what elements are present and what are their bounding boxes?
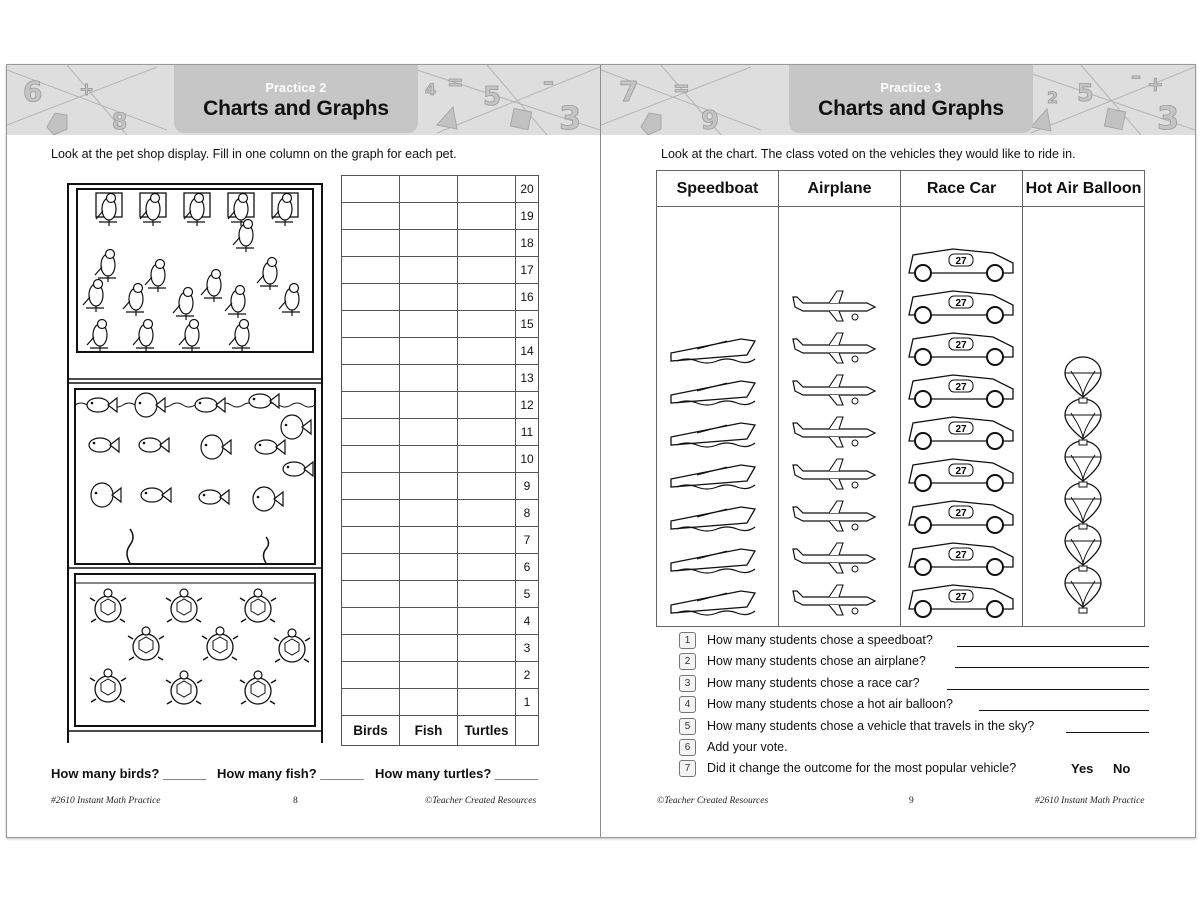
row-number: 13: [516, 365, 539, 392]
row-number: 16: [516, 284, 539, 311]
hot-air-balloon-icon: [1065, 525, 1101, 571]
bird-icon: [87, 320, 108, 353]
fish-icon: [91, 483, 121, 507]
bird-icon: [229, 320, 250, 353]
row-number: 19: [516, 203, 539, 230]
corner-number-2: 8: [112, 110, 128, 135]
graph-cell[interactable]: [342, 662, 400, 689]
question-7: 7 Did it change the outcome for the most popular vehicle? Yes No: [679, 760, 1179, 780]
row-number: 3: [516, 635, 539, 662]
fish-icon: [139, 438, 169, 452]
column-label-birds: Birds: [342, 716, 400, 746]
graph-cell[interactable]: [458, 230, 516, 257]
bird-icon: [133, 320, 154, 353]
question-number-badge: 6: [679, 739, 696, 756]
question-6: 6 Add your vote.: [679, 739, 1179, 759]
footer-left: ©Teacher Created Resources: [657, 796, 769, 806]
page-number: 9: [909, 796, 914, 806]
graph-cell[interactable]: [458, 527, 516, 554]
race-car-icon: [909, 375, 1013, 407]
page-title: Charts and Graphs: [818, 97, 1004, 120]
graph-cell[interactable]: [400, 311, 458, 338]
question-number-badge: 2: [679, 653, 696, 670]
header-band: [7, 65, 600, 135]
seaweed-icon: [127, 529, 133, 563]
bird-icon: [184, 194, 205, 227]
airplane-icon: [793, 417, 875, 447]
graph-cell[interactable]: [400, 203, 458, 230]
car-number: 27: [955, 466, 967, 477]
question-number-badge: 1: [679, 632, 696, 649]
row-number: 18: [516, 230, 539, 257]
graph-cell[interactable]: [400, 689, 458, 716]
graph-cell[interactable]: [342, 338, 400, 365]
corner-number-2: 9: [701, 106, 720, 135]
fish-icon: [253, 487, 283, 511]
car-number: 27: [955, 340, 967, 351]
turtle-icon: [240, 671, 276, 704]
speedboat-icon: [671, 465, 755, 489]
airplane-icon: [793, 585, 875, 615]
airplane-icon: [793, 375, 875, 405]
bird-icon: [140, 194, 161, 227]
car-number: 27: [955, 550, 967, 561]
pet-shop-display: [66, 183, 324, 743]
speedboat-icon: [671, 423, 755, 447]
race-car-icon: [909, 291, 1013, 323]
graph-cell[interactable]: [458, 554, 516, 581]
header-hot-air-balloon: Hot Air Balloon: [1023, 171, 1145, 207]
airplane-icon: [793, 459, 875, 489]
question-3: 3 How many students chose a race car?: [679, 675, 1179, 695]
graph-cell[interactable]: [458, 392, 516, 419]
turtle-icon: [128, 627, 164, 660]
question-1: 1 How many students chose a speedboat?: [679, 632, 1179, 652]
speedboat-icon: [671, 339, 755, 363]
graph-cell[interactable]: [342, 365, 400, 392]
graph-cell[interactable]: [400, 284, 458, 311]
fish-icon: [141, 488, 171, 502]
car-number: 27: [955, 508, 967, 519]
corner-number-3: 4: [425, 80, 437, 99]
title-tab: [174, 65, 418, 133]
graph-cell[interactable]: [458, 500, 516, 527]
graph-cell[interactable]: [400, 527, 458, 554]
graph-cell[interactable]: [400, 176, 458, 203]
fish-icon: [281, 415, 311, 439]
question-number-badge: 7: [679, 760, 696, 777]
footer-right: #2610 Instant Math Practice: [1035, 796, 1145, 806]
fish-icon: [283, 462, 313, 476]
graph-cell[interactable]: [400, 500, 458, 527]
row-number: 8: [516, 500, 539, 527]
right-page: [601, 65, 1195, 837]
pet-bar-graph: [341, 175, 539, 746]
fish-icon: [87, 398, 117, 412]
practice-label: Practice 3: [880, 81, 942, 95]
row-number: 14: [516, 338, 539, 365]
hot-air-balloon-icon: [1065, 357, 1101, 403]
corner-symbol-plus: +: [79, 79, 95, 100]
corner-symbol-equals: =: [673, 76, 690, 100]
graph-cell[interactable]: [342, 446, 400, 473]
question-5: 5 How many students chose a vehicle that travels in the sky?: [679, 718, 1179, 738]
graph-cell[interactable]: [400, 446, 458, 473]
answer-line[interactable]: [955, 667, 1149, 668]
question-number-badge: 4: [679, 696, 696, 713]
graph-cell[interactable]: [342, 635, 400, 662]
graph-cell[interactable]: [458, 689, 516, 716]
race-car-icon: [909, 501, 1013, 533]
graph-cell[interactable]: [400, 662, 458, 689]
question-number-badge: 5: [679, 718, 696, 735]
car-number: 27: [955, 382, 967, 393]
pictograph-column: [657, 207, 778, 621]
fish-icon: [255, 440, 285, 454]
bird-icon: [201, 270, 222, 303]
graph-cell[interactable]: [400, 365, 458, 392]
graph-cell[interactable]: [458, 662, 516, 689]
left-page: [7, 65, 600, 837]
graph-cell[interactable]: [400, 608, 458, 635]
graph-cell[interactable]: [458, 473, 516, 500]
race-car-icon: [909, 543, 1013, 575]
hot-air-balloon-icon: [1065, 483, 1101, 529]
corner-symbol-minus: –: [1131, 65, 1141, 88]
graph-cell[interactable]: [400, 473, 458, 500]
graph-cell[interactable]: [458, 446, 516, 473]
turtle-icon: [274, 629, 310, 662]
column-speedboat: [657, 207, 779, 627]
bird-icon: [95, 250, 116, 283]
column-airplane: [779, 207, 901, 627]
fish-icon: [249, 394, 279, 408]
column-hot-air-balloon: [1023, 207, 1145, 627]
graph-cell[interactable]: [342, 500, 400, 527]
column-race-car: [901, 207, 1023, 627]
graph-cell[interactable]: [458, 176, 516, 203]
question-turtles[interactable]: How many turtles? ______: [375, 766, 539, 781]
fish: [87, 393, 313, 511]
bird-icon: [83, 280, 104, 313]
bird-icon: [145, 260, 166, 293]
fish-icon: [201, 435, 231, 459]
graph-cell[interactable]: [458, 338, 516, 365]
graph-cell[interactable]: [400, 230, 458, 257]
turtle-icon: [240, 589, 276, 622]
row-number: 17: [516, 257, 539, 284]
corner-number-4: 5: [1077, 79, 1094, 107]
turtle-icon: [202, 627, 238, 660]
graph-cell[interactable]: [458, 419, 516, 446]
hot-air-balloon-icon: [1065, 567, 1101, 613]
row-number: 12: [516, 392, 539, 419]
bird-icon: [272, 194, 293, 227]
workbook-spread: [6, 64, 1196, 838]
speedboat-icon: [671, 507, 755, 531]
bird-icon: [96, 194, 117, 227]
graph-cell[interactable]: [342, 473, 400, 500]
graph-cell[interactable]: [342, 230, 400, 257]
row-number: 2: [516, 662, 539, 689]
graph-cell[interactable]: [342, 581, 400, 608]
answer-line[interactable]: [1066, 732, 1149, 733]
race-car-icon: [909, 249, 1013, 281]
row-number: 1: [516, 689, 539, 716]
bird-icon: [173, 288, 194, 321]
graph-cell[interactable]: [458, 581, 516, 608]
question-4: 4 How many students chose a hot air balloon?: [679, 696, 1179, 716]
turtle-icon: [166, 589, 202, 622]
airplane-icon: [793, 333, 875, 363]
pictograph-column: [901, 207, 1022, 621]
column-label-turtles: Turtles: [458, 716, 516, 746]
airplane-icon: [793, 291, 875, 321]
graph-cell[interactable]: [342, 203, 400, 230]
car-number: 27: [955, 592, 967, 603]
graph-cell[interactable]: [400, 581, 458, 608]
turtle-icon: [90, 589, 126, 622]
graph-cell[interactable]: [400, 635, 458, 662]
graph-cell[interactable]: [458, 257, 516, 284]
pictograph-column: [779, 207, 900, 621]
graph-cell[interactable]: [342, 392, 400, 419]
graph-cell[interactable]: [458, 635, 516, 662]
bird-icon: [225, 286, 246, 319]
graph-cell[interactable]: [458, 203, 516, 230]
graph-cell[interactable]: [342, 527, 400, 554]
fish-icon: [199, 490, 229, 504]
airplane-icon: [793, 501, 875, 531]
corner-symbol-equals: =: [447, 70, 464, 94]
speedboat-icon: [671, 549, 755, 573]
fish-icon: [195, 398, 225, 412]
row-number: 6: [516, 554, 539, 581]
question-birds[interactable]: How many birds? ______: [51, 766, 207, 781]
hot-air-balloon-icon: [1065, 399, 1101, 445]
pictograph-column: [1023, 207, 1144, 621]
answer-line[interactable]: [979, 710, 1149, 711]
corner-number-3: 2: [1047, 88, 1059, 107]
turtle-icon: [166, 671, 202, 704]
corner-number-4: 5: [483, 82, 502, 112]
row-number: 10: [516, 446, 539, 473]
fish-icon: [89, 438, 119, 452]
bird-icon: [257, 258, 278, 291]
row-number: 7: [516, 527, 539, 554]
graph-cell[interactable]: [342, 311, 400, 338]
seaweed-icon: [264, 537, 269, 563]
turtle-icon: [90, 669, 126, 702]
answer-line[interactable]: [947, 689, 1149, 690]
header-airplane: Airplane: [779, 171, 901, 207]
question-fish[interactable]: How many fish? ______: [217, 766, 364, 781]
airplane-icon: [793, 543, 875, 573]
answer-line[interactable]: [957, 646, 1149, 647]
hot-air-balloon-icon: [1065, 441, 1101, 487]
row-number: 20: [516, 176, 539, 203]
car-number: 27: [955, 298, 967, 309]
header-race-car: Race Car: [901, 171, 1023, 207]
bird-icon: [179, 320, 200, 353]
practice-label: Practice 2: [265, 81, 327, 95]
corner-number-5: 3: [559, 99, 582, 135]
graph-cell[interactable]: [342, 257, 400, 284]
graph-cell[interactable]: [342, 554, 400, 581]
graph-cell[interactable]: [458, 365, 516, 392]
vehicle-pictograph: [656, 170, 1145, 627]
graph-cell[interactable]: [458, 284, 516, 311]
bird-icon: [233, 220, 254, 253]
graph-cell[interactable]: [342, 284, 400, 311]
question-number-badge: 3: [679, 675, 696, 692]
header-band: [601, 65, 1195, 135]
instructions: Look at the pet shop display. Fill in one column on the graph for each pet.: [51, 147, 457, 161]
race-car-icon: [909, 333, 1013, 365]
corner-symbol-plus: +: [1147, 72, 1164, 96]
graph-cell[interactable]: [400, 392, 458, 419]
speedboat-icon: [671, 591, 755, 615]
bird-icon: [279, 284, 300, 317]
row-number: 4: [516, 608, 539, 635]
graph-cell[interactable]: [400, 257, 458, 284]
graph-cell[interactable]: [400, 338, 458, 365]
row-number: 11: [516, 419, 539, 446]
race-car-icon: [909, 417, 1013, 449]
turtles: [90, 589, 310, 704]
no-option[interactable]: No: [1113, 761, 1131, 776]
question-2: 2 How many students chose an airplane?: [679, 653, 1179, 673]
graph-cell[interactable]: [342, 419, 400, 446]
bird-icon: [123, 284, 144, 317]
corner-number-1: 7: [619, 75, 639, 108]
graph-cell[interactable]: [342, 608, 400, 635]
page-number: 8: [293, 796, 298, 806]
graph-cell[interactable]: [342, 689, 400, 716]
yes-option[interactable]: Yes: [1071, 761, 1094, 776]
car-number: 27: [955, 424, 967, 435]
graph-cell[interactable]: [400, 419, 458, 446]
title-tab: [789, 65, 1033, 133]
page-title: Charts and Graphs: [203, 97, 389, 120]
footer-left: #2610 Instant Math Practice: [51, 796, 161, 806]
row-number: 5: [516, 581, 539, 608]
car-number: 27: [955, 256, 967, 267]
row-number: 15: [516, 311, 539, 338]
graph-cell[interactable]: [400, 554, 458, 581]
instructions: Look at the chart. The class voted on the vehicles they would like to ride in.: [661, 147, 1076, 161]
corner-number-1: 6: [23, 75, 43, 108]
corner-number-5: 3: [1157, 99, 1180, 135]
column-label-fish: Fish: [400, 716, 458, 746]
race-car-icon: [909, 459, 1013, 491]
header-speedboat: Speedboat: [657, 171, 779, 207]
graph-cell[interactable]: [342, 176, 400, 203]
graph-cell[interactable]: [458, 608, 516, 635]
race-car-icon: [909, 585, 1013, 617]
graph-cell[interactable]: [458, 311, 516, 338]
corner-symbol-minus: –: [543, 70, 554, 95]
fish-icon: [135, 393, 165, 417]
footer-right: ©Teacher Created Resources: [425, 796, 537, 806]
speedboat-icon: [671, 381, 755, 405]
row-number: 9: [516, 473, 539, 500]
